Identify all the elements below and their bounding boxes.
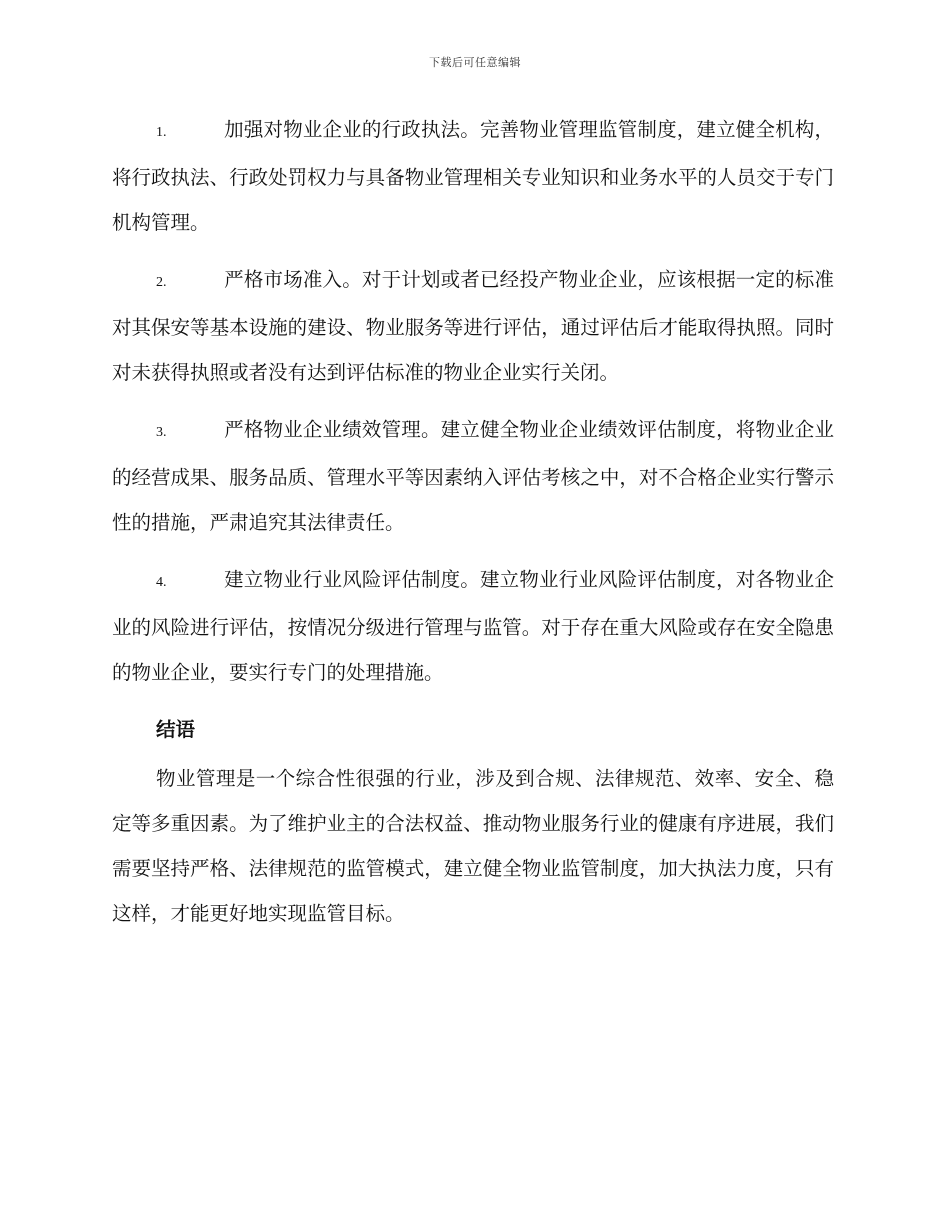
list-item-number: 4. — [156, 575, 167, 590]
list-item-number: 3. — [156, 425, 167, 440]
list-item-text: 加强对物业企业的行政执法。完善物业管理监管制度，建立健全机构，将行政执法、行政处罚权力与具备物业管理相关专业知识和业务水平的人员交于专门机构管理。 — [112, 118, 834, 234]
list-item-number: 2. — [156, 275, 167, 290]
list-item-text: 严格物业企业绩效管理。建立健全物业企业绩效评估制度，将物业企业的经营成果、服务品质、管理水平等因素纳入评估考核之中，对不合格企业实行警示性的措施，严肃追究其法律责任。 — [112, 418, 834, 534]
list-item-number: 1. — [156, 125, 167, 140]
list-item — [112, 107, 834, 245]
conclusion-paragraph: 物业管理是一个综合性很强的行业，涉及到合规、法律规范、效率、安全、稳定等多重因素。为了维护业主的合法权益、推动物业服务行业的健康有序进展，我们需要坚持严格、法律规范的监管模式，建立健全物业监管制度，加大执法力度，只有这样，才能更好地实现监管目标。 — [112, 767, 834, 925]
list-item — [112, 557, 834, 695]
document-body — [112, 107, 834, 948]
list-item — [112, 407, 834, 545]
list-item-text: 严格市场准入。对于计划或者已经投产物业企业，应该根据一定的标准对其保安等基本设施的建设、物业服务等进行评估，通过评估后才能取得执照。同时对未获得执照或者没有达到评估标准的物业企业实行关闭。 — [112, 268, 834, 384]
section-heading: 结语 — [156, 718, 196, 741]
list-item-text: 建立物业行业风险评估制度。建立物业行业风险评估制度，对各物业企业的风险进行评估，按情况分级进行管理与监管。对于存在重大风险或存在安全隐患的物业企业，要实行专门的处理措施。 — [112, 568, 834, 684]
list-item — [112, 257, 834, 395]
page-header: 下载后可任意编辑 — [429, 56, 521, 69]
